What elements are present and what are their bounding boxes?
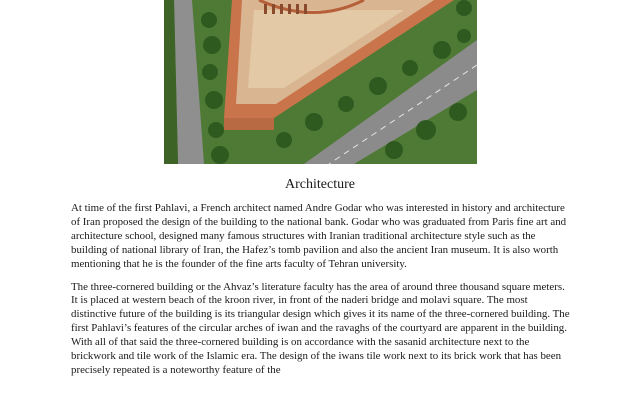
paragraph-three-cornered-building: The three-cornered building or the Ahvaz’s literature faculty has the area of around three thousand square meters. It is placed at western beach of the kroon river, in front of the naderi bridge and molavi square. The most distinctive future of the building is its triangular design which gives it its name of the three-cornered building. The first Pahlavi’s features of the circular arches of iwan and the ravaghs of the courtyard are apparent in the building. With all of that said the three-cornered building is on accordance with the sasanid architecture next to the brickwork and tile work of the Islamic era. The design of the iwans tile work next to its brick work that has been precisely repeated is a noteworthy feature of the xyxy=(71,280,570,376)
section-heading: Architecture xyxy=(285,177,355,192)
paragraph-godar: At time of the first Pahlavi, a French architect named Andre Godar who was interested in history and architecture of Iran proposed the design of the building to the national bank. Godar who was graduated from Paris fine art and architecture school, designed many famous structures with Iranian traditional architecture style such as the building of national library of Iran, the Hafez’s tomb pavilion and also the ancient Iran museum. It is also worth mentioning that he is the founder of the fine arts faculty of Tehran university. xyxy=(71,202,567,270)
aerial-photo-illustration xyxy=(164,0,477,164)
building-photo xyxy=(164,0,477,164)
body-text xyxy=(71,202,571,387)
